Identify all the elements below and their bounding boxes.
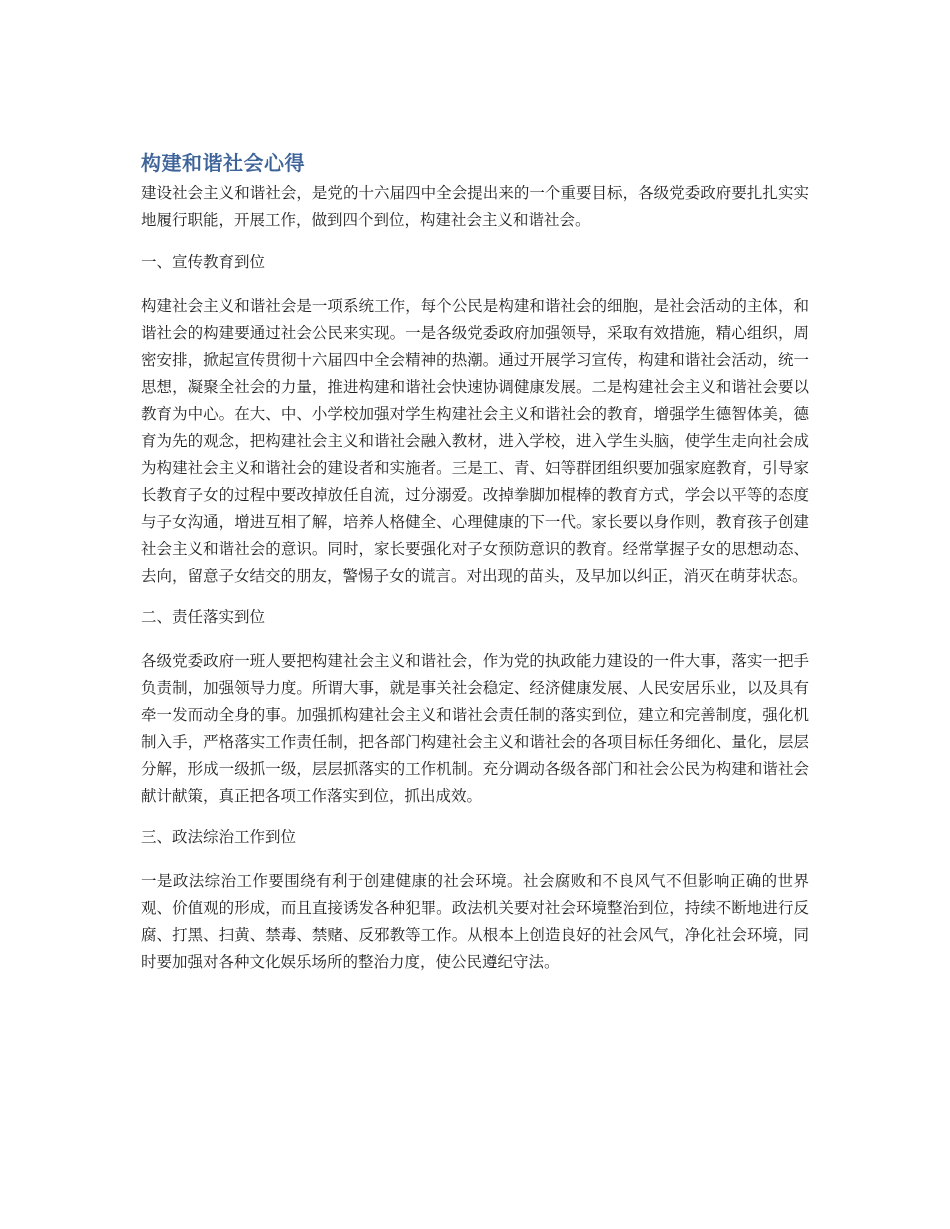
section-heading-publicity: 一、宣传教育到位 <box>141 253 266 271</box>
intro-paragraph: 建设社会主义和谐社会，是党的十六届四中全会提出来的一个重要目标，各级党委政府要扎扎实实地履行职能，开展工作，做到四个到位，构建社会主义和谐社会。 <box>141 184 809 229</box>
section-body-publicity: 构建社会主义和谐社会是一项系统工作，每个公民是构建和谐社会的细胞，是社会活动的主体，和谐社会的构建要通过社会公民来实现。一是各级党委政府加强领导，采取有效措施，精心组织，周密安排，掀起宣传贯彻十六届四中全会精神的热潮。通过开展学习宣传，构建和谐社会活动，统一思想，凝聚全社会的力量，推进构建和谐社会快速协调健康发展。二是构建社会主义和谐社会要以教育为中心。在大、中、小学校加强对学生构建社会主义和谐社会的教育，增强学生德智体美，德育为先的观念，把构建社会主义和谐社会融入教材，进入学校，进入学生头脑，使学生走向社会成为构建社会主义和谐社会的建设者和实施者。三是工、青、妇等群团组织要加强家庭教育，引导家长教育子女的过程中要改掉放任自流，过分溺爱。改掉拳脚加棍棒的教育方式，学会以平等的态度与子女沟通，增进互相了解，培养人格健全、心理健康的下一代。家长要以身作则，教育孩子创建社会主义和谐社会的意识。同时，家长要强化对子女预防意识的教育。经常掌握子女的思想动态、去向，留意子女结交的朋友，警惕子女的谎言。对出现的苗头，及早加以纠正，消灭在萌芽状态。 <box>141 297 809 585</box>
section-heading-responsibility: 二、责任落实到位 <box>141 608 266 626</box>
document-page <box>141 148 809 976</box>
document-title: 构建和谐社会心得 <box>141 151 305 175</box>
section-body-responsibility: 各级党委政府一班人要把构建社会主义和谐社会，作为党的执政能力建设的一件大事，落实一把手负责制，加强领导力度。所谓大事，就是事关社会稳定、经济健康发展、人民安居乐业，以及具有牵一发而动全身的事。加强抓构建社会主义和谐社会责任制的落实到位，建立和完善制度，强化机制入手，严格落实工作责任制，把各部门构建社会主义和谐社会的各项目标任务细化、量化，层层分解，形成一级抓一级，层层抓落实的工作机制。充分调动各级各部门和社会公民为构建和谐社会献计献策，真正把各项工作落实到位，抓出成效。 <box>141 652 809 805</box>
section-body-legal-affairs: 一是政法综治工作要围绕有利于创建健康的社会环境。社会腐败和不良风气不但影响正确的世界观、价值观的形成，而且直接诱发各种犯罪。政法机关要对社会环境整治到位，持续不断地进行反腐、打黑、扫黄、禁毒、禁赌、反邪教等工作。从根本上创造良好的社会风气，净化社会环境，同时要加强对各种文化娱乐场所的整治力度，使公民遵纪守法。 <box>141 872 809 971</box>
section-heading-legal-affairs: 三、政法综治工作到位 <box>141 828 297 846</box>
